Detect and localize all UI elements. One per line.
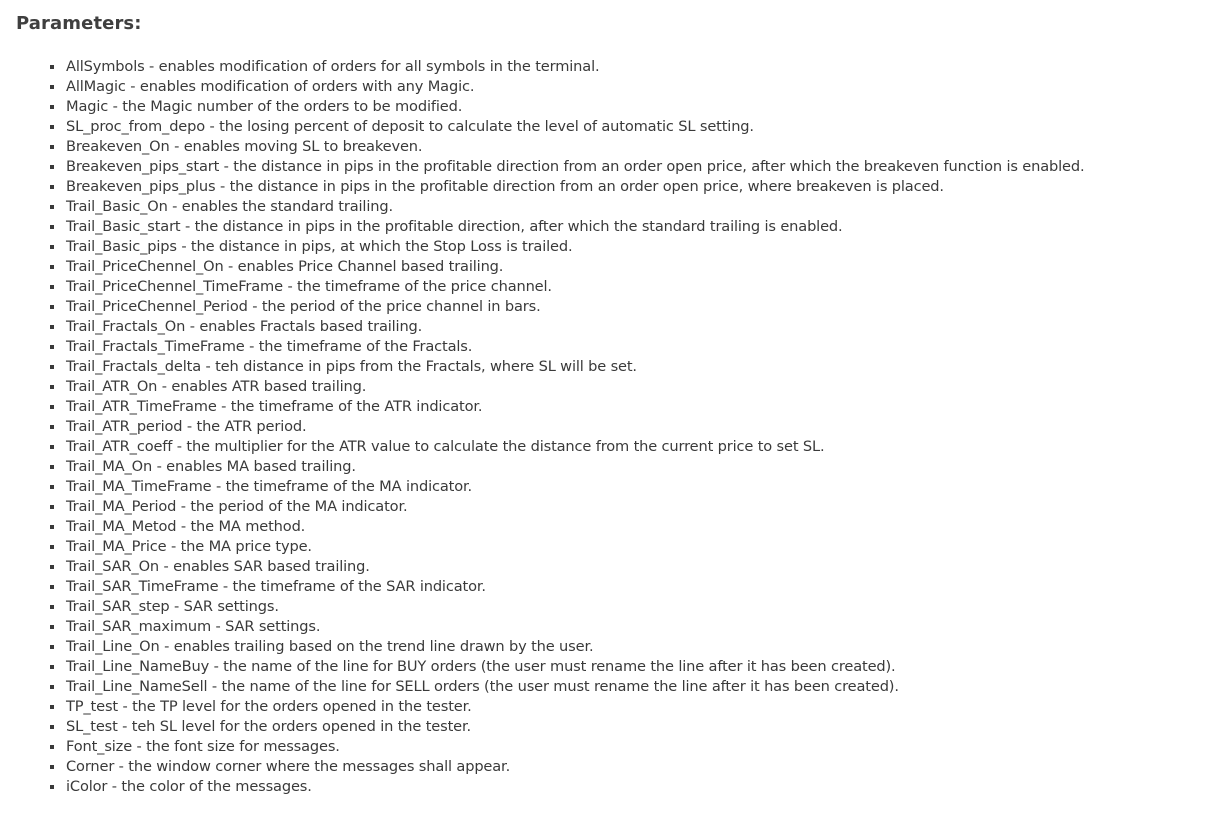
bullet-icon [50, 585, 54, 589]
list-item [48, 137, 1084, 157]
list-item [48, 337, 1084, 357]
parameter-text: Trail_PriceChennel_TimeFrame - the timeframe of the price channel. [66, 278, 552, 295]
parameter-text: Font_size - the font size for messages. [66, 738, 340, 755]
parameter-text: SL_proc_from_depo - the losing percent of deposit to calculate the level of automatic SL setting. [66, 118, 754, 135]
bullet-icon [50, 385, 54, 389]
bullet-icon [50, 625, 54, 629]
section-title: Parameters: [16, 13, 142, 34]
bullet-icon [50, 125, 54, 129]
parameter-text: Trail_Basic_On - enables the standard trailing. [66, 198, 393, 215]
parameter-text: Trail_MA_TimeFrame - the timeframe of the MA indicator. [66, 478, 472, 495]
list-item [48, 557, 1084, 577]
parameter-text: iColor - the color of the messages. [66, 778, 312, 795]
list-item [48, 177, 1084, 197]
list-item [48, 357, 1084, 377]
list-item [48, 97, 1084, 117]
bullet-icon [50, 505, 54, 509]
bullet-icon [50, 765, 54, 769]
list-item [48, 257, 1084, 277]
parameter-text: Trail_ATR_period - the ATR period. [66, 418, 307, 435]
bullet-icon [50, 345, 54, 349]
bullet-icon [50, 365, 54, 369]
list-item [48, 777, 1084, 797]
parameter-text: Corner - the window corner where the messages shall appear. [66, 758, 511, 775]
list-item [48, 517, 1084, 537]
list-item [48, 157, 1084, 177]
parameter-text: Trail_MA_Metod - the MA method. [66, 518, 306, 535]
parameter-text: Trail_ATR_coeff - the multiplier for the ATR value to calculate the distance from the current price to set SL. [66, 438, 825, 455]
bullet-icon [50, 665, 54, 669]
list-item [48, 197, 1084, 217]
bullet-icon [50, 145, 54, 149]
list-item [48, 377, 1084, 397]
list-item [48, 477, 1084, 497]
parameter-text: Trail_MA_Price - the MA price type. [66, 538, 312, 555]
parameter-text: Trail_Fractals_On - enables Fractals based trailing. [66, 318, 423, 335]
bullet-icon [50, 725, 54, 729]
parameter-text: Trail_MA_On - enables MA based trailing. [66, 458, 356, 475]
list-item [48, 657, 1084, 677]
parameter-text: Trail_SAR_On - enables SAR based trailing. [66, 558, 370, 575]
parameter-text: Breakeven_pips_start - the distance in pips in the profitable direction from an order open price, after which the breakeven function is enabled. [66, 158, 1085, 175]
bullet-icon [50, 225, 54, 229]
parameter-text: Trail_Fractals_TimeFrame - the timeframe of the Fractals. [66, 338, 473, 355]
bullet-icon [50, 445, 54, 449]
list-item [48, 457, 1084, 477]
parameter-text: AllSymbols - enables modification of orders for all symbols in the terminal. [66, 58, 600, 75]
bullet-icon [50, 645, 54, 649]
bullet-icon [50, 705, 54, 709]
bullet-icon [50, 605, 54, 609]
parameter-text: Trail_Basic_start - the distance in pips in the profitable direction, after which the standard trailing is enabled. [66, 218, 843, 235]
parameter-text: Trail_ATR_On - enables ATR based trailing. [66, 378, 367, 395]
list-item [48, 117, 1084, 137]
parameter-text: Trail_Line_On - enables trailing based on the trend line drawn by the user. [66, 638, 594, 655]
bullet-icon [50, 85, 54, 89]
bullet-icon [50, 565, 54, 569]
bullet-icon [50, 205, 54, 209]
list-item [48, 697, 1084, 717]
bullet-icon [50, 305, 54, 309]
bullet-icon [50, 745, 54, 749]
parameter-text: Trail_SAR_TimeFrame - the timeframe of the SAR indicator. [66, 578, 486, 595]
list-item [48, 757, 1084, 777]
list-item [48, 317, 1084, 337]
parameter-text: AllMagic - enables modification of orders with any Magic. [66, 78, 475, 95]
bullet-icon [50, 465, 54, 469]
bullet-icon [50, 785, 54, 789]
bullet-icon [50, 285, 54, 289]
parameter-text: Trail_SAR_step - SAR settings. [66, 598, 279, 615]
list-item [48, 717, 1084, 737]
parameter-text: SL_test - teh SL level for the orders opened in the tester. [66, 718, 471, 735]
bullet-icon [50, 425, 54, 429]
list-item [48, 617, 1084, 637]
bullet-icon [50, 485, 54, 489]
bullet-icon [50, 165, 54, 169]
list-item [48, 737, 1084, 757]
parameter-text: Trail_Line_NameBuy - the name of the line for BUY orders (the user must rename the line after it has been created). [66, 658, 896, 675]
list-item [48, 577, 1084, 597]
list-item [48, 637, 1084, 657]
list-item [48, 497, 1084, 517]
parameter-text: Trail_PriceChennel_Period - the period of the price channel in bars. [66, 298, 541, 315]
bullet-icon [50, 265, 54, 269]
parameter-text: TP_test - the TP level for the orders opened in the tester. [66, 698, 472, 715]
list-item [48, 597, 1084, 617]
list-item [48, 297, 1084, 317]
list-item [48, 397, 1084, 417]
parameter-text: Trail_Fractals_delta - teh distance in pips from the Fractals, where SL will be set. [66, 358, 637, 375]
list-item [48, 77, 1084, 97]
parameter-text: Breakeven_pips_plus - the distance in pips in the profitable direction from an order open price, where breakeven is placed. [66, 178, 944, 195]
bullet-icon [50, 65, 54, 69]
parameter-text: Magic - the Magic number of the orders to be modified. [66, 98, 463, 115]
list-item [48, 417, 1084, 437]
parameter-text: Trail_Line_NameSell - the name of the line for SELL orders (the user must rename the line after it has been created). [66, 678, 899, 695]
bullet-icon [50, 325, 54, 329]
list-item [48, 537, 1084, 557]
list-item [48, 217, 1084, 237]
bullet-icon [50, 245, 54, 249]
bullet-icon [50, 545, 54, 549]
bullet-icon [50, 185, 54, 189]
parameter-text: Trail_MA_Period - the period of the MA indicator. [66, 498, 408, 515]
parameter-text: Trail_PriceChennel_On - enables Price Channel based trailing. [66, 258, 504, 275]
parameter-list [48, 57, 1084, 797]
bullet-icon [50, 525, 54, 529]
list-item [48, 677, 1084, 697]
parameter-text: Breakeven_On - enables moving SL to breakeven. [66, 138, 423, 155]
list-item [48, 437, 1084, 457]
bullet-icon [50, 405, 54, 409]
parameter-text: Trail_Basic_pips - the distance in pips, at which the Stop Loss is trailed. [66, 238, 573, 255]
list-item [48, 277, 1084, 297]
bullet-icon [50, 685, 54, 689]
list-item [48, 57, 1084, 77]
parameter-text: Trail_SAR_maximum - SAR settings. [66, 618, 321, 635]
list-item [48, 237, 1084, 257]
parameter-text: Trail_ATR_TimeFrame - the timeframe of the ATR indicator. [66, 398, 483, 415]
bullet-icon [50, 105, 54, 109]
